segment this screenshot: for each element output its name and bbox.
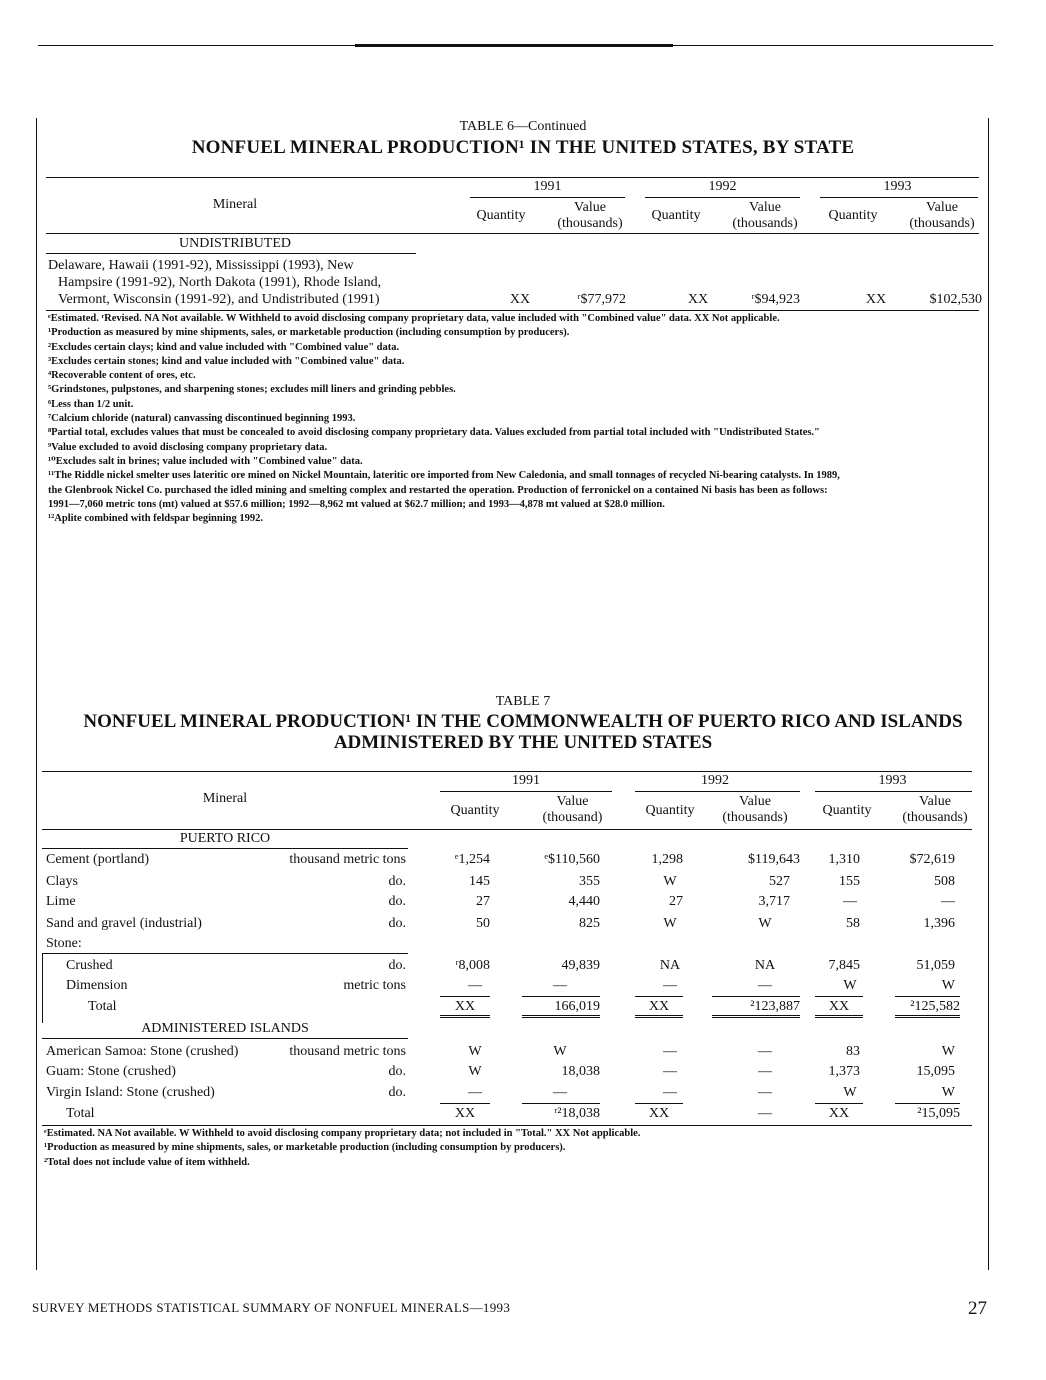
table7-cell: XX [648,1106,670,1121]
table6-quantity-1991: Quantity [476,208,526,223]
table7-year-1993: 1993 [878,773,907,788]
table6-title: NONFUEL MINERAL PRODUCTION¹ IN THE UNITED STATES, BY STATE [191,137,855,158]
table7-cell: 508 [934,874,955,889]
table7-cell: — [663,1085,677,1100]
table7-row-name: Sand and gravel (industrial) [46,916,202,931]
table7-row-unit: thousand metric tons [289,852,406,867]
table7-total-rule [522,1103,600,1104]
table7-quantity-1992: Quantity [645,803,695,818]
table7-cell: NA [659,958,681,973]
table7-value-1993: Value (thousands) [902,794,968,825]
table7-cell: 1,298 [651,852,683,867]
table6-section-rule [46,253,416,254]
table6-mineral-header: Mineral [212,197,258,212]
table7-total-rule [522,996,600,997]
table7-cell: W [663,874,677,889]
table6-note: ¹²Aplite combined with feldspar beginning 1992. [48,513,263,525]
table7-total-rule [815,1103,863,1104]
table7-cell: 1,396 [923,916,955,931]
table6-caption: TABLE 6—Continued [459,119,587,134]
table6-header-bottom-rule [46,233,979,234]
table6-value-cell: ʳ$94,923 [751,292,800,307]
table7-cell: W [468,1064,482,1079]
table7-title [60,711,986,753]
table6-year-1991: 1991 [533,179,562,194]
table6-value-cell: ʳ$77,972 [577,292,626,307]
table6-note: ⁶Less than 1/2 unit. [48,398,134,410]
table6-year-rule-1991 [470,197,625,198]
table6-header-top-rule [46,177,979,178]
table7-cell: W [941,978,955,993]
table7-quantity-1993: Quantity [822,803,872,818]
table7-title-line-1: NONFUEL MINERAL PRODUCTION¹ IN THE COMMONWEALTH OF PUERTO RICO AND ISLANDS [83,711,963,732]
table7-quantity-1991: Quantity [450,803,500,818]
table7-cell: ᵉ1,254 [454,852,490,867]
table7-section-rule-ai [42,1038,408,1039]
table7-cell: W [758,916,772,931]
table6-row-line-2: Hampsire (1991-92), North Dakota (1991), Rhode Island, [58,275,382,290]
table6-value-1992: Value (thousands) [732,200,798,231]
table6-quantity-1993: Quantity [828,208,878,223]
table7-row-name: Total [88,999,117,1014]
table7-header-top-rule [42,771,972,772]
table7-note: ᵉEstimated. NA Not available. W Withheld to avoid disclosing company proprietary data; not included in "Total." XX Not applicable. [44,1128,641,1139]
table6-quantity-1992: Quantity [651,208,701,223]
table6-value-1991: Value (thousands) [557,200,623,231]
table7-cell: ²125,582 [895,999,960,1018]
table6-value-cell: XX [509,292,531,307]
table7-cell: ʳ²18,038 [554,1106,600,1121]
table7-row-unit: do. [388,1064,406,1079]
table7-year-rule-1991 [440,791,612,792]
table7-value-1992: Value (thousands) [722,794,788,825]
table7-row-name: Total [66,1106,95,1121]
table7-cell: 355 [579,874,600,889]
table7-notes [44,1127,640,1170]
table7-cell: XX [828,1106,850,1121]
table7-cell: ²123,887 [712,999,800,1018]
table7-cell: W [941,1085,955,1100]
table6-value-cell: $102,530 [929,292,982,307]
table7-cell: 50 [476,916,490,931]
table6-note: ⁴Recoverable content of ores, etc. [48,370,196,382]
table6-year-rule-1992 [645,197,800,198]
table7-total-rule [635,1103,683,1104]
table7-cell: — [468,1085,482,1100]
table7-cell: XX [815,999,863,1018]
table6-note: ¹⁰Excludes salt in brines; value included with "Combined value" data. [48,455,363,467]
table7-cell: 15,095 [916,1064,955,1079]
table6-year-1993: 1993 [883,179,912,194]
table6-note: ³Excludes certain stones; kind and value included with "Combined value" data. [48,355,405,367]
table7-cell: W [941,1044,955,1059]
table7-cell: — [758,1085,772,1100]
table7-cell: — [758,1106,772,1121]
table6-year-1992: 1992 [708,179,737,194]
table7-cell: XX [440,999,490,1018]
table7-cell: 18,038 [561,1064,600,1079]
table6-value-cell: XX [865,292,887,307]
table7-cell: 527 [769,874,790,889]
table7-cell: ᵉ$110,560 [544,852,600,867]
table7-cell: — [758,978,772,993]
table6-note: ¹Production as measured by mine shipments, sales, or marketable production (including consumption by producers). [48,327,570,339]
table6-note: ⁹Value excluded to avoid disclosing company proprietary data. [48,441,328,453]
table6-note: 1991—7,060 metric tons (mt) valued at $57.6 million; 1992—8,962 mt valued at $62.7 million; and 1993—4,878 mt valued at $28.0 million. [48,498,665,510]
table7-cell: — [553,978,567,993]
table7-row-unit: do. [388,958,406,973]
table7-cell: W [468,1044,482,1059]
table7-row-name: Stone: [46,936,82,951]
table7-cell: 145 [469,874,490,889]
table7-cell: $119,643 [748,852,800,867]
table6-row-line-3: Vermont, Wisconsin (1991-92), and Undistributed (1991) [58,292,380,307]
table7-header-bottom-rule [42,829,972,830]
table7-row-unit: do. [388,874,406,889]
table7-cell: — [758,1064,772,1079]
table7-cell: ²15,095 [917,1106,960,1121]
table7-cell: 3,717 [758,894,790,909]
table6-value-1993: Value (thousands) [909,200,975,231]
table6-note: ⁷Calcium chloride (natural) canvassing discontinued beginning 1993. [48,413,356,425]
table6-note: ᵉEstimated. ʳRevised. NA Not available. W Withheld to avoid disclosing company proprietary data, value included with "Combined value" data. XX Not applicable. [48,313,780,324]
table7-cell: 4,440 [568,894,600,909]
table6-note: ²Excludes certain clays; kind and value included with "Combined value" data. [48,341,400,353]
table6-note: ¹¹The Riddle nickel smelter uses lateritic ore mined on Nickel Mountain, lateritic ore imported from New Caledonia, and small tonnages of recycled Ni-bearing catalysts. In 1989, [48,470,840,482]
table7-cell: — [663,1044,677,1059]
table7-total-rule [635,996,683,997]
table7-year-rule-1993 [815,791,972,792]
table6-notes [48,312,840,526]
table7-cell: 83 [846,1044,860,1059]
table7-row-name: Crushed [66,958,113,973]
table7-title-line-2: ADMINISTERED BY THE UNITED STATES [333,732,713,753]
table7-note: ²Total does not include value of item withheld. [44,1156,250,1168]
page-number: 27 [968,1298,987,1319]
table7-year-rule-1992 [635,791,800,792]
table7-row-name: Cement (portland) [46,852,150,867]
table7-subgroup-rule [42,953,408,954]
page-footer: SURVEY METHODS STATISTICAL SUMMARY OF NONFUEL MINERALS—1993 [32,1300,511,1315]
table7-subgroup-indent-line [42,953,43,1023]
table7-total-rule [815,996,863,997]
table7-row-name: Dimension [66,978,128,993]
table7-year-1991: 1991 [512,773,540,788]
table7-cell: 51,059 [916,958,955,973]
table7-section-administered-islands: ADMINISTERED ISLANDS [141,1021,309,1036]
table7-row-name: Guam: Stone (crushed) [46,1064,176,1079]
table7-section-puerto-rico: PUERTO RICO [179,831,271,846]
table6-note: the Glenbrook Nickel Co. purchased the idled mining and smelting complex and restarted the operation. Production of ferronickel on a contained Ni basis has been as follows: [48,484,828,496]
table7-cell: — [468,978,482,993]
table6-year-rule-1993 [820,197,978,198]
table7-mineral-header: Mineral [202,791,248,806]
table7-bottom-rule [42,1125,972,1126]
table6-row-line-1: Delaware, Hawaii (1991-92), Mississippi (1993), New [48,258,354,273]
table6-bottom-rule [46,310,979,311]
table7-row-unit: do. [388,916,406,931]
table6-value-cell: XX [687,292,709,307]
table7-cell: 27 [476,894,490,909]
table7-row-unit: do. [388,894,406,909]
table6-note: ⁵Grindstones, pulpstones, and sharpening stones; excludes mill liners and grinding pebbles. [48,384,456,396]
table6-section-undistributed: UNDISTRIBUTED [179,236,291,251]
table7-cell: $72,619 [909,852,955,867]
table7-row-unit: thousand metric tons [289,1044,406,1059]
table7-caption: TABLE 7 [495,694,551,709]
top-rule-thick [355,44,673,47]
table7-cell: — [843,894,857,909]
table7-cell: W [843,1085,857,1100]
table7-cell: XX [635,999,683,1018]
table7-value-1991: Value (thousand) [542,794,603,825]
table7-row-name: Clays [46,874,78,889]
table7-cell: 1,310 [828,852,860,867]
table7-section-rule-pr [42,848,408,849]
table7-row-name: Lime [46,894,76,909]
table7-cell: W [843,978,857,993]
table7-cell: — [553,1085,567,1100]
table7-total-rule [712,996,800,997]
table7-total-rule [440,1103,490,1104]
table7-cell: — [663,1064,677,1079]
table7-cell: — [663,978,677,993]
table7-cell: 7,845 [828,958,860,973]
table7-note: ¹Production as measured by mine shipments, sales, or marketable production (including consumption by producers). [44,1142,566,1154]
table7-year-1992: 1992 [701,773,729,788]
table7-cell: 49,839 [561,958,600,973]
table7-row-unit: do. [388,1085,406,1100]
table6-note: ⁸Partial total, excludes values that must be concealed to avoid disclosing company proprietary data. Values excluded from partial total included with "Undistributed States." [48,427,820,439]
table7-cell: W [553,1044,567,1059]
table7-cell: W [663,916,677,931]
table7-cell: 166,019 [522,999,600,1018]
table7-cell: — [941,894,955,909]
table7-cell: 155 [839,874,860,889]
table7-total-rule [895,1103,960,1104]
table7-cell: NA [754,958,776,973]
table7-cell: 27 [669,894,683,909]
table7-total-rule [440,996,490,997]
table7-cell: ʳ8,008 [455,958,490,973]
table7-cell: — [758,1044,772,1059]
table7-row-name: American Samoa: Stone (crushed) [46,1044,239,1059]
table7-cell: 58 [846,916,860,931]
table7-row-unit: metric tons [343,978,406,993]
table7-cell: 825 [579,916,600,931]
table7-cell: 1,373 [828,1064,860,1079]
table7-row-name: Virgin Island: Stone (crushed) [46,1085,215,1100]
table7-cell: XX [454,1106,476,1121]
table7-total-rule [895,996,960,997]
